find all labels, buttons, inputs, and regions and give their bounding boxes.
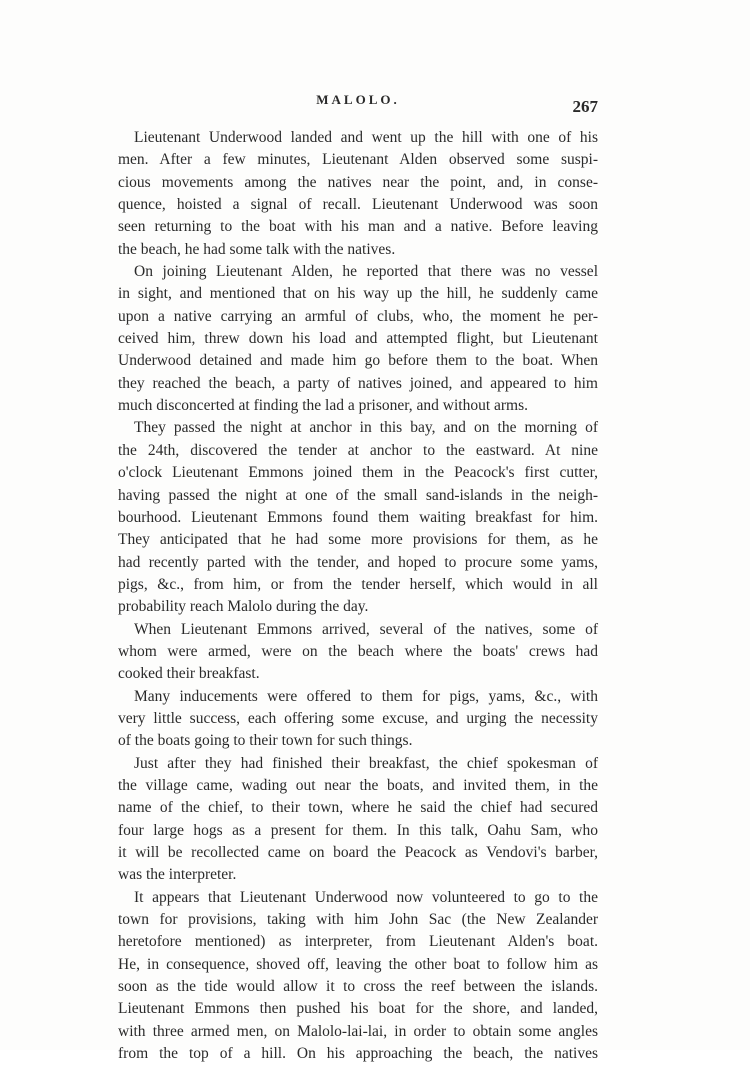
text-line: upon a native carrying an armful of clubs, who, the moment he per- [118,307,598,325]
text-line: had recently parted with the tender, and hoped to procure some yams, [118,553,598,571]
text-line: it will be recollected came on board the Peacock as Vendovi's barber, [118,844,598,861]
text-line: name of the chief, to their town, where he said the chief had secured [118,799,598,817]
text-line: much disconcerted at finding the lad a prisoner, and without arms. [118,397,529,415]
text-line: pigs, &c., from him, or from the tender herself, which would in all [118,575,598,593]
text-line: Many inducements were offered to them for pigs, yams, &c., with [134,687,598,705]
text-line: four large hogs as a present for them. In this talk, Oahu Sam, who [118,821,598,839]
text-line: cious movements among the natives near the point, and, in conse- [118,173,598,191]
running-head [118,92,598,116]
text-line: was the interpreter. [118,866,237,884]
text-line: quence, hoisted a signal of recall. Lieutenant Underwood was soon [118,196,598,214]
text-line: from the top of a hill. On his approaching the beach, the natives [118,1045,598,1063]
text-line: in sight, and mentioned that on his way up the hill, he suddenly came [118,285,598,303]
text-line: Lieutenant Emmons then pushed his boat for the shore, and landed, [118,1000,598,1018]
text-line: the village came, wading out near the boats, and invited them, in the [118,776,598,794]
text-line: heretofore mentioned) as interpreter, from Lieutenant Alden's boat. [118,933,598,951]
text-line: cooked their breakfast. [118,665,260,683]
text-line: of the boats going to their town for such things. [118,732,413,750]
text-line: having passed the night at one of the small sand-islands in the neigh- [118,486,598,504]
text-line: the beach, he had some talk with the natives. [118,240,396,258]
text-line: When Lieutenant Emmons arrived, several of the natives, some of [134,620,598,638]
text-line: On joining Lieutenant Alden, he reported that there was no vessel [134,263,598,281]
text-line: He, in consequence, shoved off, leaving the other boat to follow him as [118,955,598,973]
text-line: Lieutenant Underwood landed and went up the hill with one of his [134,129,598,146]
text-line: with three armed men, on Malolo-lai-lai, in order to obtain some angles [118,1022,598,1040]
text-line: whom were armed, were on the beach where the boats' crews had [118,642,598,660]
text-line: men. After a few minutes, Lieutenant Alden observed some suspi- [118,151,598,169]
text-line: They anticipated that he had some more provisions for them, as he [118,531,598,549]
body-text [118,127,598,1065]
text-line: bourhood. Lieutenant Emmons found them waiting breakfast for him. [118,508,598,526]
text-line: the 24th, discovered the tender at anchor to the eastward. At nine [118,441,598,459]
text-line: ceived him, threw down his load and attempted flight, but Lieutenant [118,330,598,348]
text-line: soon as the tide would allow it to cross the reef between the islands. [118,978,598,996]
text-line: seen returning to the boat with his man and a native. Before leaving [118,218,598,236]
text-line: Just after they had finished their breakfast, the chief spokesman of [134,754,598,772]
text-line: probability reach Malolo during the day. [118,598,369,616]
text-line: very little success, each offering some excuse, and urging the necessity [118,709,598,727]
text-line: Underwood detained and made him go before them to the boat. When [118,352,598,370]
text-line: o'clock Lieutenant Emmons joined them in the Peacock's first cutter, [118,464,598,482]
running-title: MALOLO. [316,92,400,107]
text-line: they reached the beach, a party of natives joined, and appeared to him [118,374,598,392]
text-line: They passed the night at anchor in this bay, and on the morning of [134,419,598,437]
page-number: 267 [572,97,598,116]
text-line: It appears that Lieutenant Underwood now volunteered to go to the [134,888,598,906]
text-line: town for provisions, taking with him John Sac (the New Zealander [118,911,598,929]
